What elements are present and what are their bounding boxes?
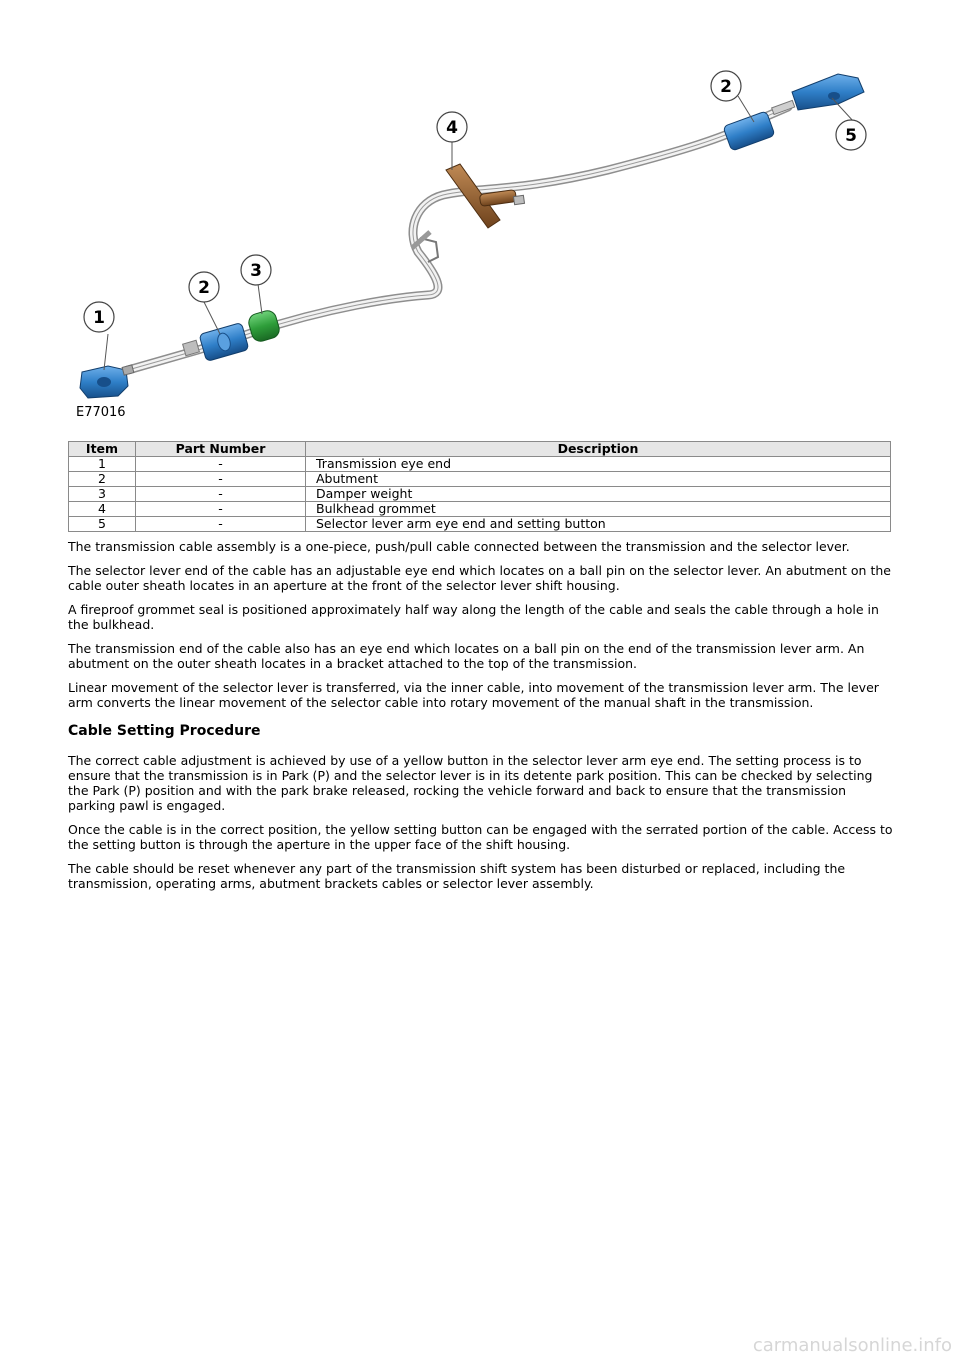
cable-illustration xyxy=(68,52,898,430)
callout-5 xyxy=(836,120,866,150)
table-row xyxy=(69,517,891,532)
callout-4-label: 4 xyxy=(446,118,458,138)
paragraph: The correct cable adjustment is achieved by use of a yellow button in the selector lever arm eye end. The setting process is to ensure that the transmission is in Park (P) and the selector lever is in its detente park position. This can be checked by selecting the Park (P) position and with the park brake released, rocking the vehicle forward and back to ensure that the transmission parking pawl is engaged. xyxy=(68,753,873,813)
table-row xyxy=(69,502,891,517)
watermark: carmanualsonline.info xyxy=(752,1335,952,1356)
transmission-eye-end xyxy=(80,365,134,398)
section-heading: Cable Setting Procedure xyxy=(68,723,261,739)
cell-part-number: - xyxy=(136,457,306,472)
cell-item: 3 xyxy=(69,487,136,502)
callout-5-label: 5 xyxy=(845,126,857,146)
header-item: Item xyxy=(69,442,136,457)
cell-description: Transmission eye end xyxy=(306,457,891,472)
callout-3 xyxy=(241,255,271,285)
cell-item: 1 xyxy=(69,457,136,472)
paragraph: The transmission cable assembly is a one-piece, push/pull cable connected between the transmission and the selector lever. xyxy=(68,539,850,554)
cell-item: 5 xyxy=(69,517,136,532)
callout-2-right-label: 2 xyxy=(720,77,732,97)
damper-weight xyxy=(247,309,282,344)
callout-1-label: 1 xyxy=(93,308,105,328)
header-description: Description xyxy=(306,442,891,457)
callout-2-left-label: 2 xyxy=(198,278,210,298)
table-row xyxy=(69,457,891,472)
paragraph: The transmission end of the cable also has an eye end which locates on a ball pin on the end of the transmission lever arm. An abutment on the outer sheath locates in a bracket attached to the top of the transmission. xyxy=(68,641,865,671)
cell-description: Selector lever arm eye end and setting button xyxy=(306,517,891,532)
cell-description: Bulkhead grommet xyxy=(306,502,891,517)
description-text xyxy=(68,539,894,900)
cell-part-number: - xyxy=(136,502,306,517)
cell-part-number: - xyxy=(136,487,306,502)
figure-id: E77016 xyxy=(76,405,126,420)
paragraph: Once the cable is in the correct position, the yellow setting button can be engaged with the serrated portion of the cable. Access to the setting button is through the aperture in the upper face of the shift housing. xyxy=(68,822,893,852)
callout-4 xyxy=(437,112,467,142)
callout-2-left xyxy=(189,272,219,302)
table-row xyxy=(69,472,891,487)
cell-part-number: - xyxy=(136,517,306,532)
callout-2-right xyxy=(711,71,741,101)
cell-item: 2 xyxy=(69,472,136,487)
cell-description: Abutment xyxy=(306,472,891,487)
cell-item: 4 xyxy=(69,502,136,517)
paragraph: Linear movement of the selector lever is transferred, via the inner cable, into movement of the transmission lever arm. The lever arm converts the linear movement of the selector cable into rotary movement of the manual shaft in the transmission. xyxy=(68,680,879,710)
paragraph: The selector lever end of the cable has an adjustable eye end which locates on a ball pin on the selector lever. An abutment on the cable outer sheath locates in an aperture at the front of the selector lever shift housing. xyxy=(68,563,891,593)
cell-description: Damper weight xyxy=(306,487,891,502)
abutment-right xyxy=(723,100,795,151)
callout-1 xyxy=(84,302,114,332)
cell-part-number: - xyxy=(136,472,306,487)
selector-eye-end xyxy=(792,74,864,110)
paragraph: A fireproof grommet seal is positioned approximately half way along the length of the cable and seals the cable through a hole in the bulkhead. xyxy=(68,602,879,632)
table-header-row xyxy=(69,442,891,457)
paragraph: The cable should be reset whenever any part of the transmission shift system has been disturbed or replaced, including the transmission, operating arms, abutment brackets cables or selector lever assembly. xyxy=(68,861,846,891)
table-row xyxy=(69,487,891,502)
header-part-number: Part Number xyxy=(136,442,306,457)
callout-3-label: 3 xyxy=(250,261,262,281)
parts-table xyxy=(68,441,891,532)
